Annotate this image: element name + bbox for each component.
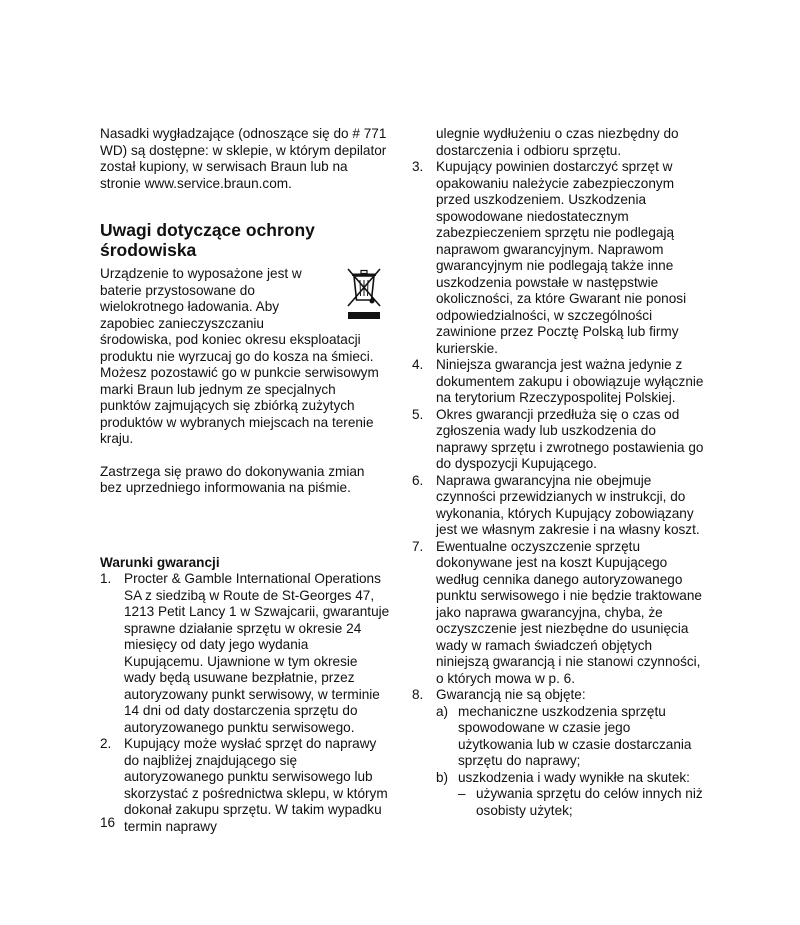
- left-column: [100, 126, 390, 835]
- dash-list: [458, 786, 707, 819]
- sub-list-item: a) mechaniczne uszkodzenia sprzętu spowodowane w czasie jego użytkowania lub w czasie dostarczania sprzętu do naprawy;: [436, 703, 692, 768]
- sub-list: [436, 704, 707, 820]
- list-item: 2. Kupujący może wysłać sprzęt do naprawy do najbliżej znajdującego się autoryzowanego punktu serwisowego lub skorzystać z pośrednictwa sklepu, w którym dokonał zakupu sprzętu. W takim wypadku termin naprawy: [100, 736, 388, 834]
- list-item: 3. Kupujący powinien dostarczyć sprzęt w opakowaniu należycie zabezpieczonym przed uszkodzeniem. Uszkodzenia spowodowane niedostatecznym zabezpieczeniem sprzętu nie podlegają naprawom gwarancyjnym. Naprawom gwarancyjnym nie podlegają także inne uszkodzenia powstałe w następstwie okoliczności, za które Gwarant nie ponosi odpowiedzialności, w szczególności zawinione przez Pocztę Polską lub firmy kurierskie.: [412, 159, 687, 356]
- list-item: 6. Naprawa gwarancyjna nie obejmuje czynności przewidzianych w instrukcji, do wykonania, których Kupujący zobowiązany jest we własnym zakresie i na własny koszt.: [412, 472, 700, 537]
- crossed-out-wheelie-bin-icon: [344, 266, 384, 320]
- continuation-paragraph: ulegnie wydłużeniu o czas niezbędny do dostarczenia i odbioru sprzętu.: [436, 126, 679, 158]
- reserve-paragraph: Zastrzega się prawo do dokonywania zmian bez uprzedniego informowania na piśmie.: [100, 463, 365, 495]
- sub-list-item: b) uszkodzenia i wady wynikłe na skutek: – używania sprzętu do celów innych niż osobisty użytek;: [436, 770, 707, 820]
- list-item: 4. Niniejsza gwarancja jest ważna jedynie z dokumentem zakupu i obowiązuje wyłącznie na terytorium Rzeczypospolitej Polskiej.: [412, 357, 704, 405]
- warranty-heading: Warunki gwarancji: [100, 554, 220, 570]
- environment-block: [100, 266, 390, 448]
- warranty-list-left: [100, 571, 390, 835]
- list-item: 5. Okres gwarancji przedłuża się o czas od zgłoszenia wady lub uszkodzenia do naprawy sprzętu i zwrotnego postawienia go do dyspozycji Kupującego.: [412, 406, 704, 471]
- environment-text: Urządzenie to wyposażone jest w baterie przystosowane do wielokrotnego ładowania. Aby zapobiec zanieczyszczaniu środowiska, pod koniec okresu eksploatacji produktu nie wyrzucaj go do kosza na śmieci. Możesz pozostawić go w punkcie serwisowym marki Braun lub jednym ze specjalnych punktów zajmujących się zbiórką zużytych produktów w wybranych miejscach na terenie kraju.: [100, 266, 379, 446]
- list-item: 7. Ewentualne oczyszczenie sprzętu dokonywane jest na koszt Kupującego według cennika danego autoryzowanego punktu serwisowego i nie będzie traktowane jako naprawa gwarancyjna, chyba, że oczyszczenie jest niezbędne do usunięcia wady w ramach świadczeń objętych niniejszą gwarancją i nie stanowi czynności, o których mowa w p. 6.: [412, 538, 702, 686]
- dash-list-item: – używania sprzętu do celów innych niż osobisty użytek;: [458, 786, 703, 818]
- environment-heading: Uwagi dotyczące ochrony środowiska: [100, 220, 315, 260]
- list-item: 1. Procter & Gamble International Operations SA z siedzibą w Route de St-Georges 47, 1213 Petit Lancy 1 w Szwajcarii, gwarantuje sprawne działanie sprzętu w okresie 24 miesięcy od daty jego wydania Kupującemu. Ujawnione w tym okresie wady będą usuwane bezpłatnie, przez autoryzowany punkt serwisowy, w terminie 14 dni od daty dostarczenia sprzętu do autoryzowanego punktu serwisowego.: [100, 571, 390, 735]
- page-number: 16: [100, 815, 116, 830]
- list-item: 8. Gwarancją nie są objęte: a) mechaniczne uszkodzenia sprzętu spowodowane w czasie jego użytkowania lub w czasie dostarczania sprzętu do naprawy; b) uszkodzenia i wady wynikłe na skutek: – używania sprzętu do celów innych niż osobisty użytek;: [412, 687, 707, 819]
- warranty-list-right: [412, 159, 707, 819]
- intro-paragraph: Nasadki wygładzające (odnoszące się do # 771 WD) są dostępne: w sklepie, w którym depilator został kupiony, w serwisach Braun lub na stronie www.service.braun.com.: [100, 126, 387, 191]
- right-column: [412, 126, 707, 819]
